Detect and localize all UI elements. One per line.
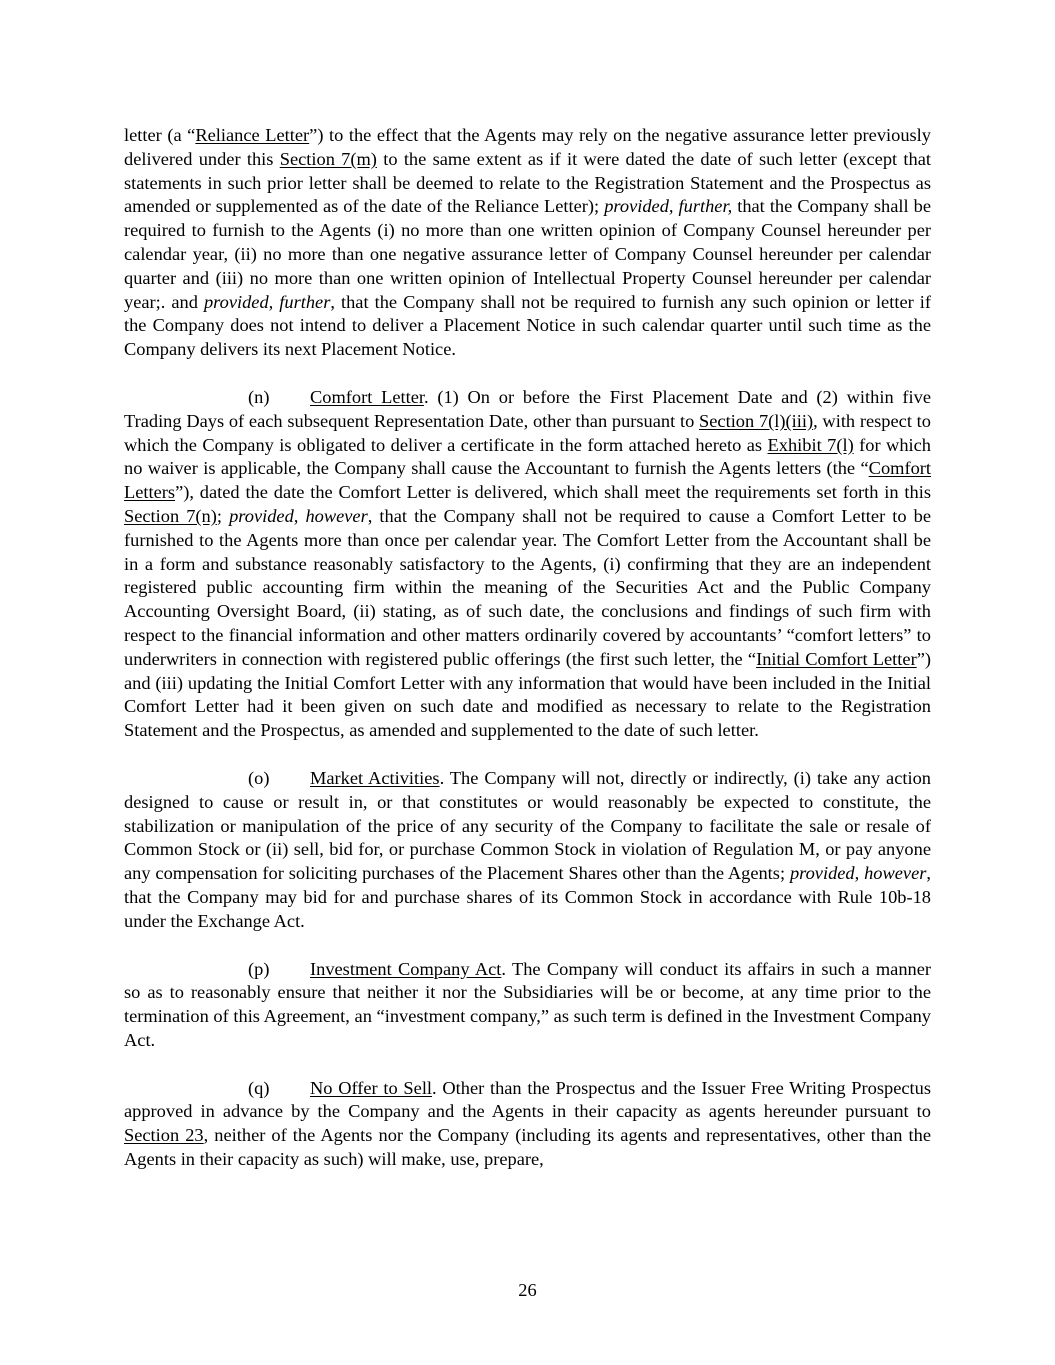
text-run: ”), dated the date the Comfort Letter is delivered, which shall meet the requirements set forth in this bbox=[175, 482, 931, 503]
text-run: . (1) On or before the First Placement Date and (2) within five Trading Days of each subsequent Representation Date, other than pursuant to bbox=[124, 386, 931, 431]
paragraph-p-investment-company-act bbox=[124, 958, 931, 1053]
text-run: that the Company shall be required to furnish to the Agents (i) no more than one written opinion of Company Counsel hereunder per calendar year, (ii) no more than one negative assurance letter of Company Counsel hereunder per calendar quarter and (iii) no more than one written opinion of Intellectual Property Counsel hereunder per calendar year;. and bbox=[124, 196, 931, 312]
defined-term-initial-comfort-letter: Initial Comfort Letter bbox=[756, 648, 917, 669]
paragraph-m-continued bbox=[124, 124, 931, 362]
text-run: , that the Company shall not be required to cause a Comfort Letter to be furnished to the Agents more than once per calendar year. The Comfort Letter from the Accountant shall be in a form and substance reasonably satisfactory to the Agents, (i) confirming that they are an independent registered public accounting firm within the meaning of the Securities Act and the Public Company Accounting Oversight Board, (ii) stating, as of such date, the conclusions and findings of such firm with respect to the financial information and other matters ordinarily covered by accountants’ “comfort letters” to underwriters in connection with registered public offerings (the first such letter, the “ bbox=[124, 505, 932, 669]
text-run: , with respect to which the Company is obligated to deliver a certificate in the form attached hereto as bbox=[124, 410, 931, 455]
text-run: ; bbox=[216, 505, 230, 526]
page-number: 26 bbox=[518, 1280, 537, 1300]
section-label: (n) bbox=[248, 386, 270, 407]
text-run: . The Company will conduct its affairs in such a manner so as to reasonably ensure that neither it nor the Subsidiaries will be or become, at any time prior to the termination of this Agreement, an “investment company,” as such term is defined in the Investment Company Act. bbox=[124, 958, 931, 1050]
defined-term-reliance-letter: Reliance Letter bbox=[195, 125, 310, 145]
section-label: (p) bbox=[248, 958, 270, 979]
section-heading: Comfort Letter bbox=[310, 386, 424, 407]
section-label: (q) bbox=[248, 1077, 270, 1098]
text-run: . The Company will not, directly or indirectly, (i) take any action designed to cause or result in, or that constitutes or would reasonably be expected to constitute, the stabilization or manipulation of the price of any security of the Company to facilitate the sale or resale of Common Stock or (ii) sell, bid for, or purchase Common Stock in violation of Regulation M, or pay anyone any compensation for soliciting purchases of the Placement Shares other than the Agents; bbox=[124, 767, 931, 884]
text-run: , that the Company shall not be required to furnish any such opinion or letter if the Company does not intend to deliver a Placement Notice in such calendar quarter until such time as the Company delivers its next Placement Notice. bbox=[124, 291, 931, 360]
defined-term-comfort-letters: Comfort Letters bbox=[124, 458, 931, 503]
proviso-italic: provided, however bbox=[229, 505, 368, 526]
cross-reference-exhibit-7l: Exhibit 7(l) bbox=[767, 434, 854, 455]
section-label: (o) bbox=[248, 767, 270, 788]
cross-reference-section-7m: Section 7(m) bbox=[279, 148, 377, 169]
paragraph-q-no-offer-to-sell bbox=[124, 1077, 931, 1172]
text-run: to the same extent as if it were dated the date of such letter (except that statements in such prior letter shall be deemed to relate to the Registration Statement and the Prospectus as amended or supplemented as of the date of the Reliance Letter); bbox=[124, 148, 931, 217]
section-heading: Market Activities bbox=[310, 767, 440, 788]
section-heading: No Offer to Sell bbox=[310, 1077, 433, 1098]
proviso-italic: provided, further bbox=[203, 291, 331, 312]
cross-reference-section-23: Section 23 bbox=[124, 1125, 204, 1146]
text-run: ”) to the effect that the Agents may rely on the negative assurance letter previously delivered under this bbox=[124, 125, 931, 169]
text-run: , that the Company may bid for and purchase shares of its Common Stock in accordance with Rule 10b-18 under the Exchange Act. bbox=[124, 863, 932, 931]
text-run: for which no waiver is applicable, the Company shall cause the Accountant to furnish the Agents letters (the “ bbox=[124, 434, 931, 479]
paragraph-n-comfort-letter bbox=[124, 386, 931, 743]
text-run: . Other than the Prospectus and the Issuer Free Writing Prospectus approved in advance by the Company and the Agents in their capacity as agents hereunder pursuant to bbox=[124, 1077, 931, 1122]
text-run: letter (a “ bbox=[124, 125, 196, 145]
cross-reference-section-7liii: Section 7(l)(iii) bbox=[699, 410, 814, 431]
document-body bbox=[124, 124, 931, 1196]
proviso-italic: provided, further, bbox=[604, 196, 733, 217]
paragraph-o-market-activities bbox=[124, 767, 931, 934]
proviso-italic: provided, however bbox=[789, 863, 927, 884]
cross-reference-section-7n: Section 7(n) bbox=[124, 505, 217, 526]
text-run: ”) and (iii) updating the Initial Comfort Letter with any information that would have been included in the Initial Comfort Letter had it been given on such date and modified as necessary to relate to the Registration Statement and the Prospectus, as amended and supplemented to the date of such letter. bbox=[124, 648, 931, 741]
section-heading: Investment Company Act bbox=[310, 958, 502, 979]
text-run: , neither of the Agents nor the Company (including its agents and representatives, other than the Agents in their capacity as such) will make, use, prepare, bbox=[124, 1125, 931, 1170]
